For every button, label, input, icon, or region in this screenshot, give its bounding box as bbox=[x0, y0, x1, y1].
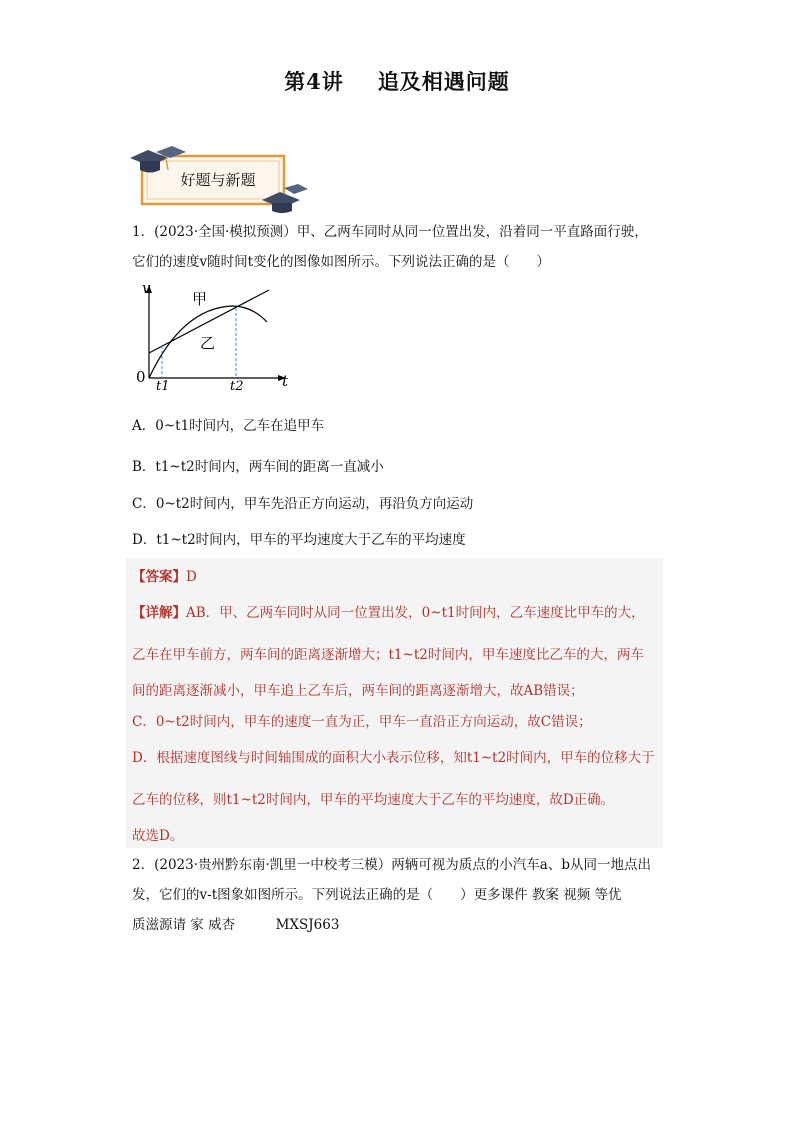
question-2-line2: 发，它们的v-t图象如图所示。下列说法正确的是（ ）更多课件 教案 视频 等优 bbox=[132, 887, 622, 903]
detail-line-2: 乙车在甲车前方，两车间的距离逐渐增大；t1~t2时间内，甲车速度比乙车的大，两车 bbox=[132, 647, 644, 663]
axis-label-t: t bbox=[282, 372, 289, 390]
question-1-line2: 它们的速度v随时间t变化的图像如图所示。下列说法正确的是（ ） bbox=[132, 254, 551, 270]
answer-tag: 【答案】 bbox=[132, 569, 186, 585]
lecture-topic: 追及相遇问题 bbox=[377, 69, 510, 94]
detail-line-6: 乙车的位移，则t1~t2时间内，甲车的平均速度大于乙车的平均速度，故D正确。 bbox=[132, 792, 615, 808]
detail-line-3: 间的距离逐渐减小，甲车追上乙车后，两车间的距离逐渐增大，故AB错误； bbox=[132, 683, 584, 699]
origin-label: 0 bbox=[136, 368, 146, 386]
option-d: D．t1~t2时间内，甲车的平均速度大于乙车的平均速度 bbox=[132, 532, 466, 548]
detail-text: AB．甲、乙两车同时从同一位置出发，0~t1时间内，乙车速度比甲车的大， bbox=[186, 605, 645, 621]
question-1-line1: 1．(2023·全国·模拟预测）甲、乙两车同时从同一位置出发，沿着同一平直路面行驶， bbox=[132, 224, 648, 240]
curve-label-jia: 甲 bbox=[192, 290, 208, 308]
question-2-line3: 质滋源请 家 威杏 MXSJ663 bbox=[132, 917, 340, 933]
answer-line bbox=[132, 565, 662, 585]
lecture-number: 第4讲 bbox=[284, 69, 344, 94]
detail-line-5: D．根据速度图线与时间轴围成的面积大小表示位移，知t1~t2时间内，甲车的位移大于 bbox=[132, 750, 655, 766]
detail-line-1 bbox=[132, 601, 662, 621]
line-label-yi: 乙 bbox=[200, 334, 216, 352]
question-2-line1: 2．(2023·贵州黔东南·凯里一中校考三模）两辆可视为质点的小汽车a、b从同一地点出 bbox=[132, 857, 651, 873]
page-title bbox=[0, 66, 794, 96]
option-a: A．0~t1时间内，乙车在追甲车 bbox=[132, 418, 325, 434]
option-c: C．0~t2时间内，甲车先沿正方向运动，再沿负方向运动 bbox=[132, 496, 474, 512]
velocity-time-graph bbox=[132, 278, 297, 398]
section-banner bbox=[128, 144, 310, 214]
detail-line-7: 故选D。 bbox=[132, 828, 184, 844]
t1-label: t1 bbox=[156, 379, 170, 394]
detail-line-4: C．0~t2时间内，甲车的速度一直为正，甲车一直沿正方向运动，故C错误； bbox=[132, 714, 592, 730]
option-b: B．t1~t2时间内，两车间的距离一直减小 bbox=[132, 459, 384, 475]
detail-tag: 【详解】 bbox=[132, 605, 186, 621]
banner-label: 好题与新题 bbox=[180, 171, 256, 189]
answer-value: D bbox=[186, 569, 197, 585]
t2-label: t2 bbox=[230, 379, 244, 394]
axis-label-v: v bbox=[142, 279, 151, 297]
